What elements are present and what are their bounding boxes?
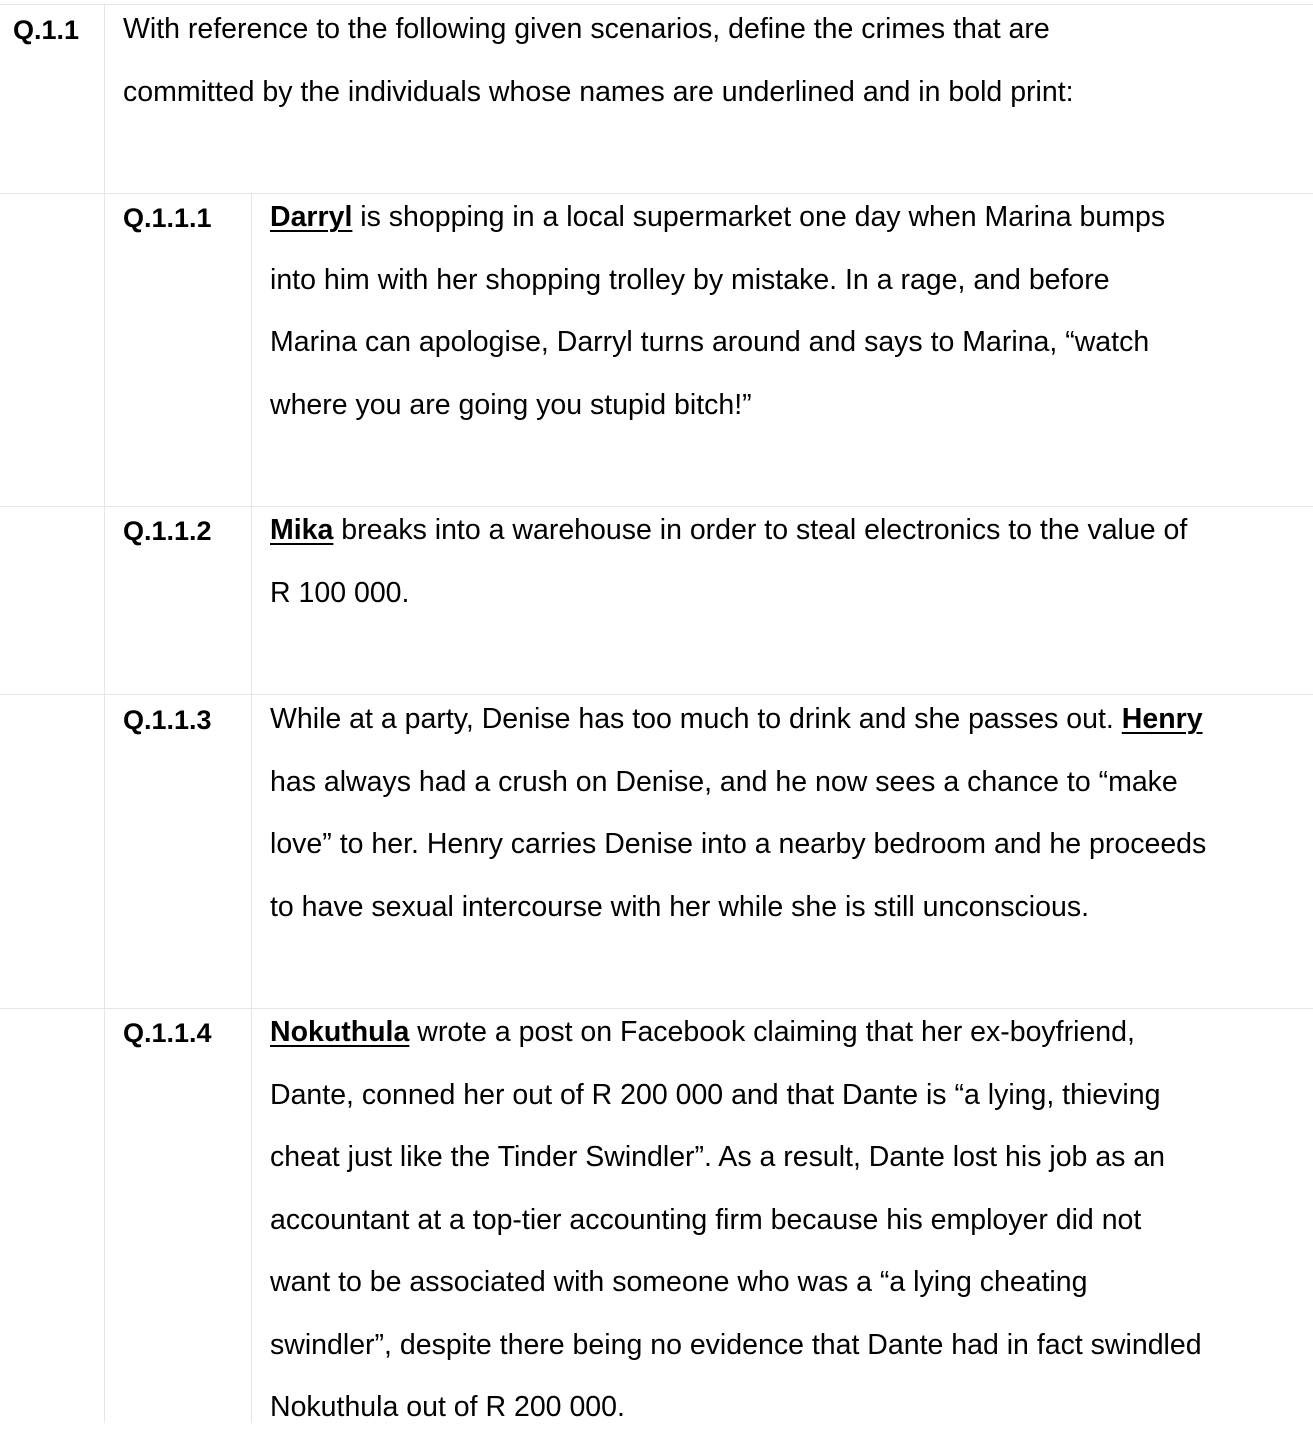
scenario-number: Q.1.1.2 <box>123 516 212 546</box>
column-divider-2 <box>251 193 252 1423</box>
underlined-name: Nokuthula <box>270 1016 410 1048</box>
scenario-line-text: While at a party, Denise has too much to drink and she passes out. <box>270 703 1122 735</box>
scenario-number: Q.1.1.1 <box>123 203 212 233</box>
scenario-line: love” to her. Henry carries Denise into a nearby bedroom and he proceeds <box>270 828 1207 860</box>
underlined-name: Mika <box>270 514 334 546</box>
scenario-line: Marina can apologise, Darryl turns around and says to Marina, “watch <box>270 326 1150 358</box>
scenario-number: Q.1.1.4 <box>123 1018 212 1048</box>
scenario-line <box>270 499 1187 562</box>
scenario-text <box>270 499 1187 624</box>
column-divider-1 <box>104 4 105 1423</box>
scenario-line: into him with her shopping trolley by mistake. In a rage, and before <box>270 263 1110 296</box>
scenario-text <box>270 186 1165 436</box>
scenario-line: swindler”, despite there being no evidence that Dante had in fact swindled <box>270 1328 1202 1361</box>
scenario-text <box>270 688 1206 938</box>
underlined-name: Henry <box>1121 703 1203 735</box>
scenario-number: Q.1.1.3 <box>123 705 212 735</box>
scenario-text <box>270 1001 1202 1439</box>
scenario-line <box>270 1001 1202 1064</box>
scenario-line-text: breaks into a warehouse in order to steal electronics to the value of <box>333 514 1188 546</box>
scenario-line-text: is shopping in a local supermarket one day when Marina bumps <box>352 201 1166 233</box>
scenario-line: where you are going you stupid bitch!” <box>270 388 752 421</box>
intro-line: committed by the individuals whose names are underlined and in bold print: <box>123 75 1074 108</box>
intro-line: With reference to the following given scenarios, define the crimes that are <box>123 13 1050 45</box>
scenario-line: accountant at a top-tier accounting firm because his employer did not <box>270 1203 1142 1236</box>
scenario-line: Dante, conned her out of R 200 000 and that Dante is “a lying, thieving <box>270 1078 1161 1111</box>
scenario-line: has always had a crush on Denise, and he now sees a chance to “make <box>270 765 1178 798</box>
scenario-line: cheat just like the Tinder Swindler”. As a result, Dante lost his job as an <box>270 1141 1166 1173</box>
scenario-line <box>270 688 1206 751</box>
scenario-line: to have sexual intercourse with her while she is still unconscious. <box>270 890 1089 923</box>
question-intro <box>123 0 1074 123</box>
scenario-line <box>270 186 1165 249</box>
underlined-name: Darryl <box>270 201 353 233</box>
scenario-line: R 100 000. <box>270 576 410 609</box>
scenario-line: Nokuthula out of R 200 000. <box>270 1391 625 1423</box>
question-number: Q.1.1 <box>13 15 80 45</box>
scenario-line-text: wrote a post on Facebook claiming that her ex-boyfriend, <box>409 1016 1135 1048</box>
scenario-line: want to be associated with someone who was a “a lying cheating <box>270 1266 1088 1298</box>
